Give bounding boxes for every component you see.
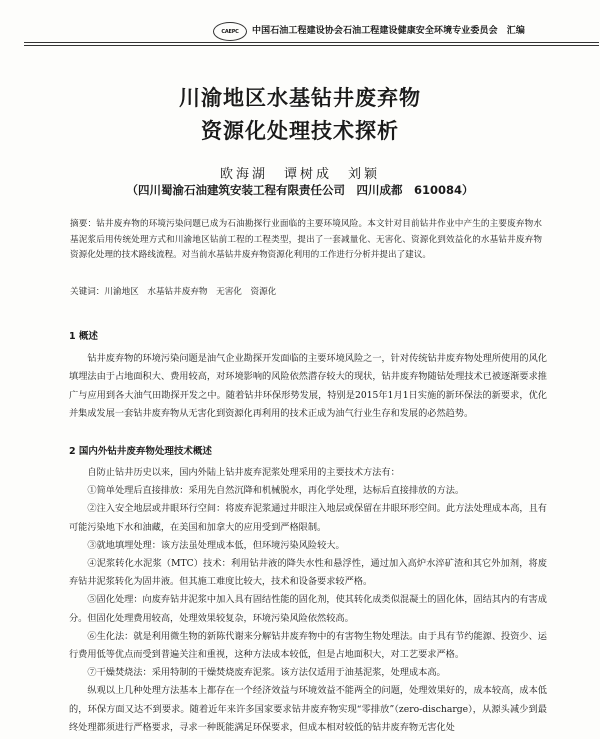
association-logo-icon: CAEPC <box>213 22 247 41</box>
list-item: 自防止钻井历史以来，国内外陆上钻井废弃泥浆处理采用的主要技术方法有： <box>87 467 400 478</box>
running-header <box>0 0 600 48</box>
list-item: ③就地填埋处理：该方法虽处理成本低，但环境污染风险较大。 <box>87 539 345 551</box>
section-1-heading: 1 概述 <box>69 331 98 342</box>
section-1-paragraph: 钻井废弃物的环境污染问题是油气企业勘探开发面临的主要环境风险之一，针对传统钻井废弃物处理所使用的风化填埋法由于占地面积大、费用较高，对环境影响的风险依然潜存较大的现状，钻井废弃物随钻处理技术已被逐渐要求推广与应用到各大油气田勘探开发之中。随着钻井环保形势发展，特别是2015年1月1日实施的新环保法的新要求，优化并集成发展一套钻井废弃物从无害化到资源化再利用的技术正成为油气行业生存和发展的必然趋势。 <box>69 353 547 419</box>
paper-title-line-2: 资源化处理技术探析 <box>201 118 399 143</box>
paper-title-line-1: 川渝地区水基钻井废弃物 <box>179 85 421 110</box>
keywords: 关键词：川渝地区 水基钻井废弃物 无害化 资源化 <box>70 287 277 297</box>
list-item: ⑤固化处理：向废弃钻井泥浆中加入具有固结性能的固化剂，使其转化成类似混凝土的固化体，固结其内的有害成分。但固化处理费用较高，处理效果较复杂，环境污染风险依然较高。 <box>69 594 547 624</box>
list-item: 纵观以上几种处理方法基本上都存在一个经济效益与环境效益不能两全的问题，处理效果好的，成本较高，成本低的，环保方面又达不到要求。随着近年来许多国家要求钻井废弃物实现“零排放”（zero-discharge），从源头减少到最终处理都须进行严格要求，寻求一种既能满足环保要求，但成本相对较低的钻井废弃物无害化处 <box>69 685 547 733</box>
header-text: 中国石油工程建设协会石油工程建设健康安全环境专业委员会 汇编 <box>252 26 526 36</box>
list-item: ②注入安全地层或井眼环行空间：将废弃泥浆通过井眼注入地层或保留在井眼环形空间。此方法处理成本高，且有可能污染地下水和油藏，在美国和加拿大的应用受到严格限制。 <box>69 503 547 533</box>
header-rule <box>24 42 599 43</box>
affiliation: （四川蜀渝石油建筑安装工程有限责任公司 四川成都 610084） <box>126 183 474 197</box>
section-2-body <box>69 464 547 737</box>
header-rule-thin <box>24 45 599 46</box>
authors: 欧海湖 谭树成 刘颖 <box>219 167 380 182</box>
list-item: ⑦干燥焚烧法：采用特制的干燥焚烧废弃泥浆。该方法仅适用于油基泥浆，处理成本高。 <box>87 667 446 679</box>
list-item: ⑥生化法：就是利用微生物的新陈代谢来分解钻井废弃物中的有害物生物处理法。由于具有节约能源、投资少、运行费用低等优点而受到普遍关注和重视，这种方法成本较低，但是占地面积大，对工艺要求严格。 <box>69 630 547 661</box>
section-2-heading: 2 国内外钻井废弃物处理技术概述 <box>69 446 212 457</box>
abstract: 摘要：钻井废弃物的环境污染问题已成为石油勘探行业面临的主要环境风险。本文针对目前钻井作业中产生的主要废弃物水基泥浆后用传统处理方式和川渝地区钻前工程的工程类型，提出了一套减量化、无害化、资源化到效益化的水基钻井废弃物资源化处理的技术路线流程。对当前水基钻井废弃物资源化利用的工作进行分析并提出了建议。 <box>70 219 542 261</box>
list-item: ④泥浆转化水泥浆（MTC）技术：利用钻井液的降失水性和悬浮性，通过加入高炉水淬矿渣和其它外加剂，将废弃钻井泥浆转化为固井液。但其施工难度比较大，技术和设备要求较严格。 <box>69 558 547 588</box>
list-item: ①简单处理后直接排放：采用先自然沉降和机械脱水，再化学处理，达标后直接排放的方法。 <box>87 485 465 497</box>
